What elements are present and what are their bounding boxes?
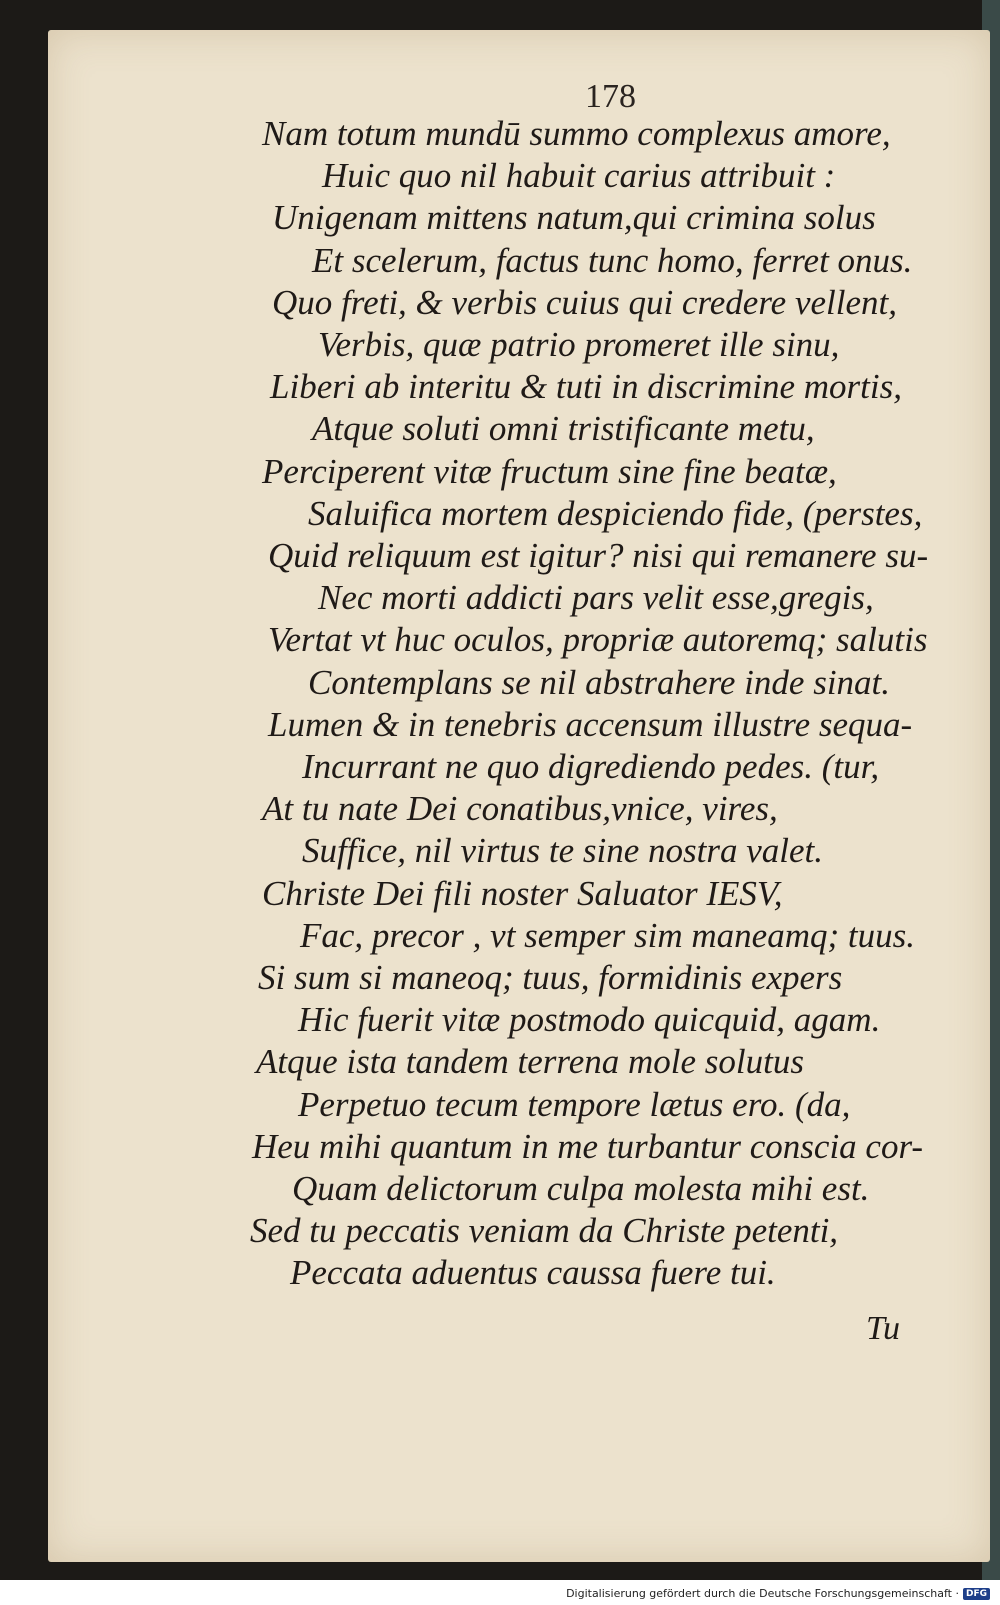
- verse-line: Sed tu peccatis veniam da Christe petenti,: [250, 1211, 839, 1251]
- verse-line: Atque ista tandem terrena mole solutus: [256, 1042, 804, 1082]
- verse-line: Heu mihi quantum in me turbantur conscia cor-: [252, 1126, 924, 1166]
- dfg-logo: DFG: [963, 1588, 990, 1600]
- verse-line: Lumen & in tenebris accensum illustre sequa-: [268, 704, 913, 744]
- verse-line: Peccata aduentus caussa fuere tui.: [290, 1253, 776, 1293]
- verse-line: Atque soluti omni tristificante metu,: [312, 409, 815, 449]
- footer-credit-text: Digitalisierung gefördert durch die Deutsche Forschungsgemeinschaft ·: [566, 1587, 959, 1600]
- verse-line: Vertat vt huc oculos, propriæ autoremq; salutis: [268, 620, 928, 660]
- verse-line: Quo freti, & verbis cuius qui credere vellent,: [272, 282, 897, 322]
- verse-line: Quid reliquum est igitur? nisi qui remanere su-: [268, 536, 929, 575]
- verse-line: Saluifica mortem despiciendo fide, (perstes,: [308, 493, 923, 533]
- verse-line: Contemplans se nil abstrahere inde sinat.: [308, 662, 891, 702]
- verse-line: Et scelerum, factus tunc homo, ferret onus.: [312, 240, 913, 280]
- verse-line: Incurrant ne quo digrediendo pedes. (tur,: [302, 747, 880, 786]
- verse-line: Huic quo nil habuit carius attribuit :: [322, 156, 836, 196]
- verse-line: Perpetuo tecum tempore lætus ero. (da,: [298, 1084, 851, 1124]
- verse-line: Quam delictorum culpa molesta mihi est.: [292, 1169, 870, 1208]
- verse-line: Fac, precor , vt semper sim maneamq; tuus.: [300, 915, 915, 955]
- verse-line: Si sum si maneoq; tuus, formidinis expers: [258, 958, 843, 997]
- verse-line: Suffice, nil virtus te sine nostra valet.: [302, 831, 824, 871]
- verse-line: Verbis, quæ patrio promeret ille sinu,: [318, 325, 840, 364]
- verse-line: Hic fuerit vitæ postmodo quicquid, agam.: [298, 1000, 881, 1040]
- verse-line: Unigenam mittens natum,qui crimina solus: [272, 198, 876, 238]
- verse-line: Perciperent vitæ fructum sine fine beatæ,: [262, 451, 837, 491]
- verse-line: Christe Dei fili noster Saluator IESV,: [262, 873, 783, 913]
- catchword: Tu: [866, 1310, 901, 1347]
- verse-line: At tu nate Dei conatibus,vnice, vires,: [262, 789, 778, 829]
- verse-line: Nec morti addicti pars velit esse,gregis,: [318, 578, 874, 618]
- page-number: 178: [585, 78, 636, 115]
- verse-line: Nam totum mundū summo complexus amore,: [262, 114, 891, 153]
- footer-credit: [566, 1587, 990, 1600]
- verse-line: Liberi ab interitu & tuti in discrimine mortis,: [270, 367, 902, 407]
